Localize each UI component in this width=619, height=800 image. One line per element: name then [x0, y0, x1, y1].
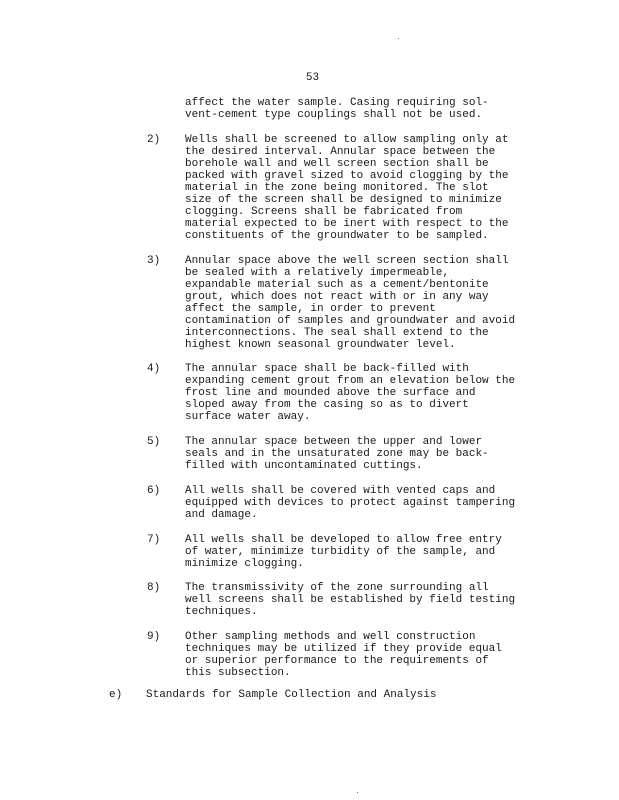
- list-item-text: Wells shall be screened to allow sampling only at the desired interval. Annular space between the borehole wall and well screen section shall be packed with gravel sized to avoid clogging by the material in the zone being monitored. The slot size of the screen shall be designed to minimize clogging. Screens shall be fabricated from material expected to be inert with respect to the constituents of the groundwater to be sampled.: [185, 134, 509, 242]
- list-item-label: 9): [147, 631, 161, 643]
- page-number: 53: [305, 72, 320, 84]
- section-title: Standards for Sample Collection and Analysis: [146, 689, 437, 701]
- list-item-text: Annular space above the well screen section shall be sealed with a relatively impermeable, expandable material such as a cement/bentonite grout, which does not react with or in any way affect the sample, in order to prevent contamination of samples and groundwater and avoid interconnections. The seal shall extend to the highest known seasonal groundwater level.: [185, 255, 516, 351]
- scan-speck: [398, 38, 399, 39]
- list-item-text: Other sampling methods and well construction techniques may be utilized if they provide equal or superior performance to the requirements of this subsection.: [185, 631, 502, 679]
- list-item-text: All wells shall be covered with vented caps and equipped with devices to protect against tampering and damage.: [185, 485, 516, 521]
- list-item-text: The annular space shall be back-filled with expanding cement grout from an elevation below the frost line and mounded above the surface and sloped away from the casing so as to divert surface water away.: [185, 363, 516, 423]
- list-item-label: 4): [147, 363, 161, 375]
- scan-speck: [357, 792, 358, 793]
- list-item-label: 6): [147, 485, 161, 497]
- list-item-text: All wells shall be developed to allow free entry of water, minimize turbidity of the sample, and minimize clogging.: [185, 534, 502, 570]
- continuation-paragraph: affect the water sample. Casing requiring sol- vent-cement type couplings shall not be used.: [185, 97, 489, 121]
- list-item-label: 5): [147, 436, 161, 448]
- section-label: e): [109, 689, 123, 701]
- list-item-label: 2): [147, 134, 161, 146]
- list-item-text: The annular space between the upper and lower seals and in the unsaturated zone may be back- filled with uncontaminated cuttings.: [185, 436, 489, 472]
- list-item-text: The transmissivity of the zone surrounding all well screens shall be established by field testing techniques.: [185, 582, 516, 618]
- list-item-label: 3): [147, 255, 161, 267]
- list-item-label: 7): [147, 534, 161, 546]
- list-item-label: 8): [147, 582, 161, 594]
